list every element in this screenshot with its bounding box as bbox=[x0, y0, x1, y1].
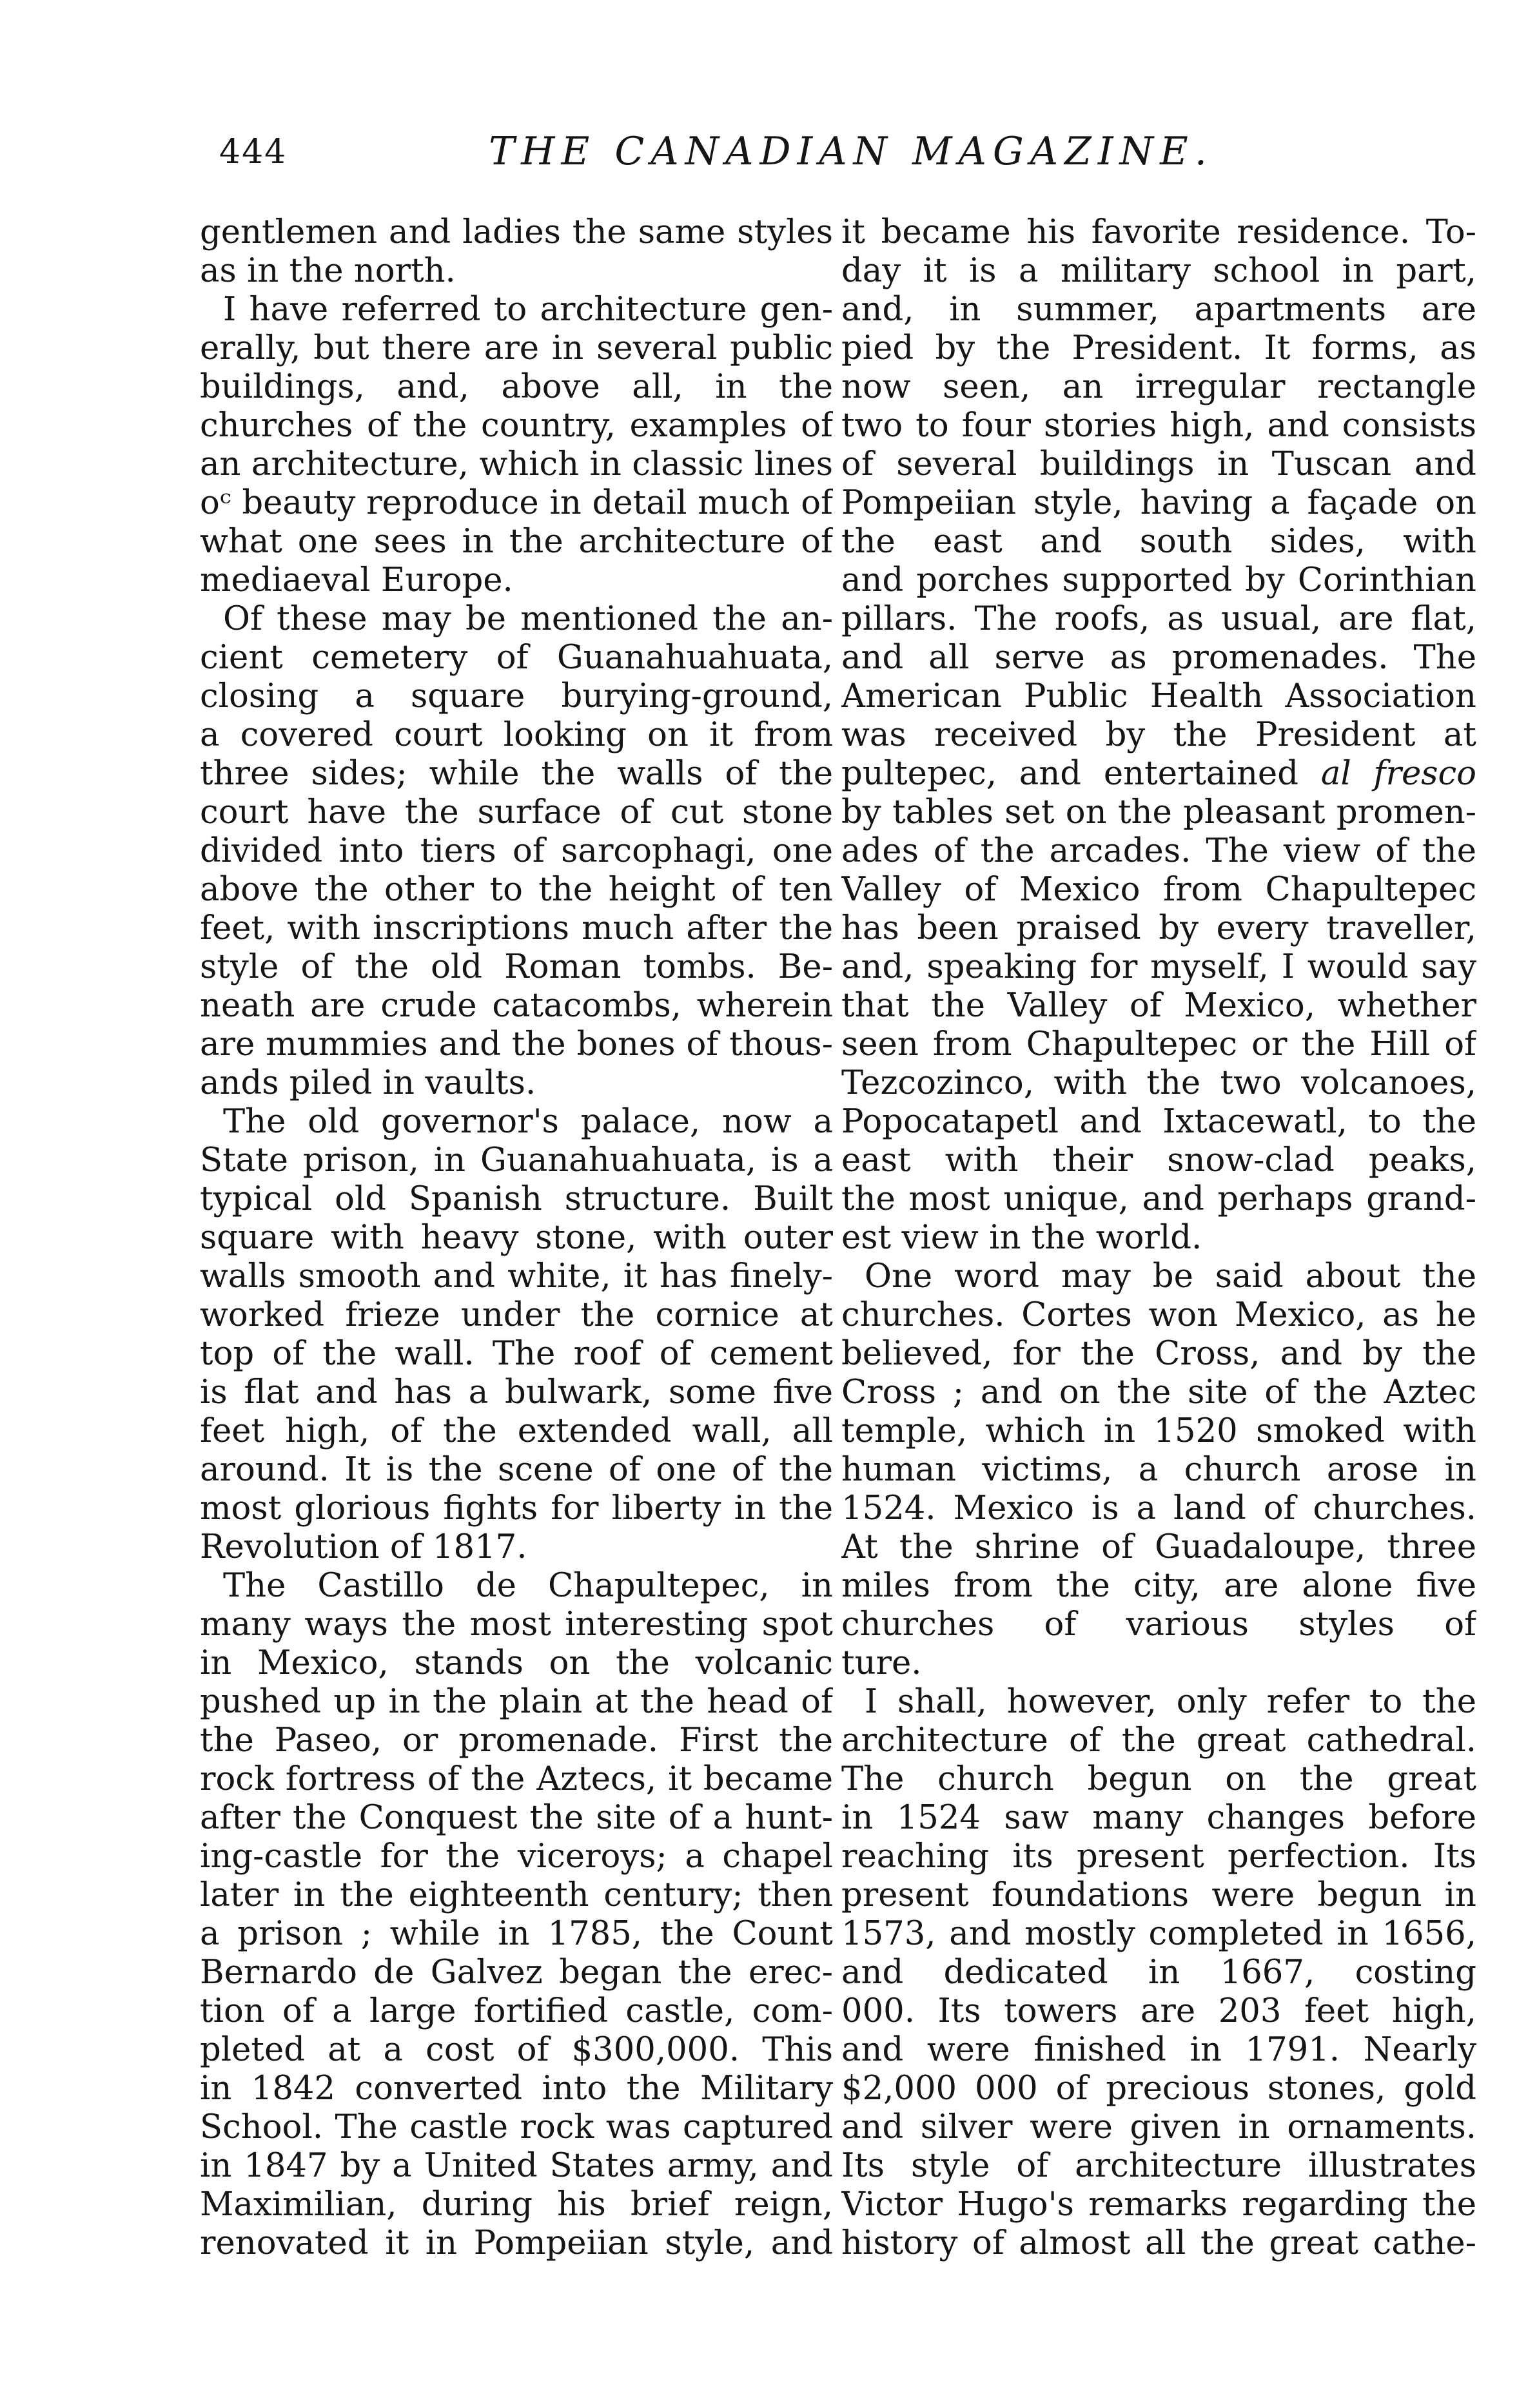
page-header bbox=[213, 129, 1489, 187]
text-line: est view in the world. bbox=[841, 1218, 1202, 1257]
page-number: 444 bbox=[219, 133, 288, 171]
text-line: rock fortress of the Aztecs, it became bbox=[200, 1760, 833, 1798]
text-line: The old governor's palace, now a bbox=[223, 1102, 833, 1141]
text-line: style of the old Roman tombs. Be- bbox=[200, 947, 833, 986]
text-line: pleted at a cost of $300,000. This bbox=[200, 2030, 833, 2069]
text-line: Popocatapetl and Ixtacewatl, to the bbox=[841, 1102, 1476, 1141]
text-line: as in the north. bbox=[200, 251, 456, 290]
text-line: three sides; while the walls of the bbox=[200, 754, 833, 793]
italic-phrase: al fresco bbox=[1320, 754, 1476, 793]
text-line: day it is a military school in part, bbox=[841, 251, 1476, 290]
text-line: tion of a large fortified castle, com- bbox=[200, 1992, 833, 2030]
text-line: neath are crude catacombs, wherein bbox=[200, 986, 833, 1025]
text-line: east with their snow-clad peaks, bbox=[841, 1141, 1476, 1180]
text-line: Bernardo de Galvez began the erec- bbox=[200, 1953, 833, 1992]
text-line: has been praised by every traveller, bbox=[841, 909, 1476, 947]
text-line: and all serve as promenades. The bbox=[841, 638, 1476, 677]
text-line: and, speaking for myself, I would say bbox=[841, 947, 1476, 986]
text-line: in Mexico, stands on the volcanic bbox=[200, 1644, 833, 1682]
text-line: history of almost all the great cathe- bbox=[841, 2224, 1476, 2262]
text-line: Its style of architecture illustrates bbox=[841, 2146, 1476, 2185]
text-line: later in the eighteenth century; then bbox=[200, 1876, 833, 1914]
text-line: most glorious fights for liberty in the bbox=[200, 1489, 833, 1528]
text-line: and silver were given in ornaments. bbox=[841, 2108, 1476, 2146]
text-line: oᶜ beauty reproduce in detail much of bbox=[200, 483, 833, 522]
text-line: divided into tiers of sarcophagi, one bbox=[200, 831, 833, 870]
text-line: The Castillo de Chapultepec, in bbox=[223, 1566, 833, 1605]
text-line: I have referred to architecture gen- bbox=[223, 290, 833, 329]
text-line: pushed up in the plain at the head of bbox=[200, 1682, 833, 1721]
text-line: the most unique, and perhaps grand- bbox=[841, 1180, 1476, 1218]
text-line: are mummies and the bones of thous- bbox=[200, 1025, 833, 1063]
text-line: ture. bbox=[841, 1644, 922, 1682]
text-line: typical old Spanish structure. Built bbox=[200, 1180, 833, 1218]
text-line: court have the surface of cut stone bbox=[200, 793, 833, 831]
text-line: pied by the President. It forms, as bbox=[841, 329, 1476, 367]
text-line: and porches supported by Corinthian bbox=[841, 561, 1476, 599]
text-line: feet, with inscriptions much after the bbox=[200, 909, 833, 947]
text-line: Valley of Mexico from Chapultepec bbox=[841, 870, 1476, 909]
text-line: ades of the arcades. The view of the bbox=[841, 831, 1476, 870]
text-line: was received by the President at bbox=[841, 715, 1476, 754]
text-line: I shall, however, only refer to the bbox=[865, 1682, 1476, 1721]
text-line: The church begun on the great bbox=[841, 1760, 1476, 1798]
text-line: School. The castle rock was captured bbox=[200, 2108, 833, 2146]
text-line: Maximilian, during his brief reign, bbox=[200, 2185, 833, 2224]
text-line: a covered court looking on it from bbox=[200, 715, 833, 754]
text-line: present foundations were begun in bbox=[841, 1876, 1476, 1914]
text-line: two to four stories high, and consists bbox=[841, 406, 1476, 445]
text-line: the Paseo, or promenade. First the bbox=[200, 1721, 833, 1760]
text-line: above the other to the height of ten bbox=[200, 870, 833, 909]
text-line: Of these may be mentioned the an- bbox=[223, 599, 833, 638]
text-line: after the Conquest the site of a hunt- bbox=[200, 1798, 833, 1837]
text-line: Cross ; and on the site of the Aztec bbox=[841, 1373, 1476, 1412]
text-line: churches of various styles of bbox=[841, 1605, 1476, 1644]
text-line: churches. Cortes won Mexico, as he bbox=[841, 1296, 1476, 1334]
text-line: ands piled in vaults. bbox=[200, 1063, 536, 1102]
text-line: in 1842 converted into the Military bbox=[200, 2069, 833, 2108]
running-title: THE CANADIAN MAGAZINE. bbox=[489, 129, 1213, 174]
text-line: 1573, and mostly completed in 1656, bbox=[841, 1914, 1476, 1953]
left-text-column bbox=[200, 213, 833, 2262]
text-line: that the Valley of Mexico, whether bbox=[841, 986, 1476, 1025]
text-line: of several buildings in Tuscan and bbox=[841, 445, 1476, 483]
text-line: the east and south sides, with bbox=[841, 522, 1476, 561]
text-line: architecture of the great cathedral. bbox=[841, 1721, 1476, 1760]
text-line: Revolution of 1817. bbox=[200, 1528, 527, 1566]
text-line: worked frieze under the cornice at bbox=[200, 1296, 833, 1334]
text-line: by tables set on the pleasant promen- bbox=[841, 793, 1476, 831]
text-line: what one sees in the architecture of bbox=[200, 522, 833, 561]
text-line: Tezcozinco, with the two volcanoes, bbox=[841, 1063, 1476, 1102]
text-line: Pompeiian style, having a façade on bbox=[841, 483, 1476, 522]
text-line: buildings, and, above all, in the bbox=[200, 367, 833, 406]
text-line: $2,000 000 of precious stones, gold bbox=[841, 2069, 1476, 2108]
text-line: in 1847 by a United States army, and bbox=[200, 2146, 833, 2185]
text-line: State prison, in Guanahuahuata, is a bbox=[200, 1141, 833, 1180]
text-line: feet high, of the extended wall, all bbox=[200, 1412, 833, 1450]
text-line: and, in summer, apartments are bbox=[841, 290, 1476, 329]
text-line: seen from Chapultepec or the Hill of bbox=[841, 1025, 1476, 1063]
text-line: temple, which in 1520 smoked with bbox=[841, 1412, 1476, 1450]
text-line: erally, but there are in several public bbox=[200, 329, 833, 367]
text-line: now seen, an irregular rectangle bbox=[841, 367, 1476, 406]
text-line: At the shrine of Guadaloupe, three bbox=[841, 1528, 1476, 1566]
text-line: pillars. The roofs, as usual, are flat, bbox=[841, 599, 1476, 638]
text-line: a prison ; while in 1785, the Count bbox=[200, 1914, 833, 1953]
text-line: in 1524 saw many changes before bbox=[841, 1798, 1476, 1837]
text-line: walls smooth and white, it has finely- bbox=[200, 1257, 833, 1296]
text-line: around. It is the scene of one of the bbox=[200, 1450, 833, 1489]
right-text-column bbox=[841, 213, 1476, 2262]
text-line: American Public Health Association bbox=[841, 677, 1476, 715]
text-line: top of the wall. The roof of cement bbox=[200, 1334, 833, 1373]
text-line: renovated it in Pompeiian style, and bbox=[200, 2224, 833, 2262]
text-line: 1524. Mexico is a land of churches. bbox=[841, 1489, 1476, 1528]
text-line: gentlemen and ladies the same styles bbox=[200, 213, 833, 251]
text-line: human victims, a church arose in bbox=[841, 1450, 1476, 1489]
text-line: square with heavy stone, with outer bbox=[200, 1218, 833, 1257]
text-line: pultepec, and entertained al fresco bbox=[841, 754, 1476, 793]
text-line: and were finished in 1791. Nearly bbox=[841, 2030, 1476, 2069]
text-line: mediaeval Europe. bbox=[200, 561, 513, 599]
text-line: an architecture, which in classic lines bbox=[200, 445, 833, 483]
text-line: many ways the most interesting spot bbox=[200, 1605, 833, 1644]
text-line: reaching its present perfection. Its bbox=[841, 1837, 1476, 1876]
text-line: is flat and has a bulwark, some five bbox=[200, 1373, 833, 1412]
text-line: ing-castle for the viceroys; a chapel bbox=[200, 1837, 833, 1876]
text-line: closing a square burying-ground, bbox=[200, 677, 833, 715]
text-line: Victor Hugo's remarks regarding the bbox=[841, 2185, 1476, 2224]
text-line: miles from the city, are alone five bbox=[841, 1566, 1476, 1605]
text-line: 000. Its towers are 203 feet high, bbox=[841, 1992, 1476, 2030]
text-line: One word may be said about the bbox=[865, 1257, 1476, 1296]
text-line: cient cemetery of Guanahuahuata, bbox=[200, 638, 833, 677]
text-line: churches of the country, examples of bbox=[200, 406, 833, 445]
text-line: it became his favorite residence. To- bbox=[841, 213, 1476, 251]
text-line: and dedicated in 1667, costing bbox=[841, 1953, 1476, 1992]
text-line: believed, for the Cross, and by the bbox=[841, 1334, 1476, 1373]
